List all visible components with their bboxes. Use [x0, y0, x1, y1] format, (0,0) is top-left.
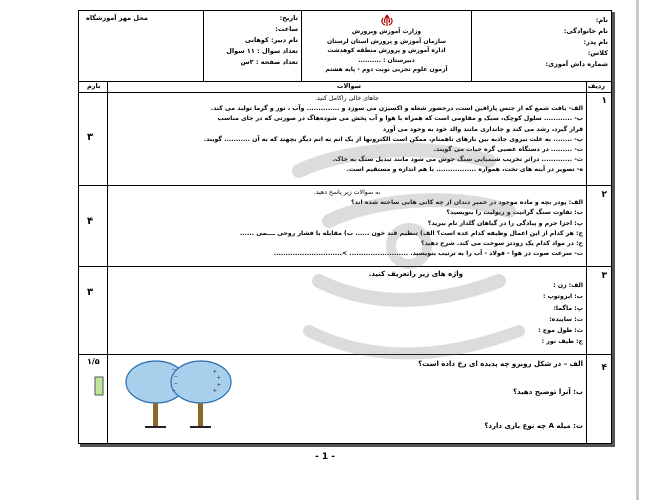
- school-label: دبیرستان : ..........: [358, 56, 415, 64]
- question-row-1: [79, 92, 611, 186]
- district-label: اداره آموزش و پرورش منطقه کوهدشت: [327, 47, 446, 54]
- svg-text:−: −: [173, 381, 178, 387]
- question-line: قرار گیرد، رشد می کند و جانداری مانند والد خود به وجود می آورد: [382, 125, 583, 133]
- rod-a-icon: [95, 377, 103, 395]
- question-line: ت: میله A چه نوع باری دارد؟: [484, 422, 583, 431]
- question-line: ب: تفاوت سنگ گرانیت و ریولیت را بنویسید؟: [446, 209, 583, 217]
- ministry-label: وزارت آموزش وپرورش: [351, 28, 422, 35]
- question-line: ب: آنرا توضیح دهید؟: [512, 388, 583, 397]
- student-info: [471, 11, 611, 81]
- definition-item: ت: ساییده:: [549, 315, 583, 323]
- question-count-label: تعداد سوال : ۱۱ سوال: [226, 47, 298, 55]
- question-line: الف – در شکل روبرو چه پدیده ای رخ داده است؟: [418, 360, 583, 368]
- question-line: ج: هر کدام از این اعمال وظیفه کدام غده است؟ الف) تنظیم قند خون ...... ب) مقابله با فشار روحی ــــمی ......: [239, 229, 583, 237]
- question-content: [111, 188, 583, 259]
- questions-header: سوالات: [336, 82, 361, 90]
- right-ball-icon: [171, 361, 231, 403]
- svg-text:+: +: [212, 388, 217, 394]
- teacher-label: نام دبیر: کوهانی: [244, 36, 298, 44]
- question-title: واژه های زیر راتعریف کنید.: [368, 270, 463, 278]
- question-number: ۲: [601, 190, 607, 200]
- org-info: [301, 11, 471, 81]
- question-content: [339, 359, 583, 432]
- svg-text:+: +: [212, 369, 217, 375]
- question-line: پ- ........ به علت نیروی جاذبه بین بارهای ناهمنام، ممکن است الکترونها از یک اتم به اتم دیگر بچهند که به آن ........... گویند.: [203, 135, 583, 143]
- stamp-label: محل مهر آموزشگاه: [86, 14, 148, 22]
- definition-item: ج: طیف نور :: [541, 338, 583, 346]
- exam-info: [203, 11, 301, 81]
- question-line: پ: اجزا جرم و پیادگی را در گیاهان گلدار نام ببرید؟: [427, 219, 583, 227]
- question-row-4: [79, 355, 611, 445]
- iran-emblem-icon: [380, 14, 394, 27]
- question-line: الف: پودر بچه و ماده موجود در خمیر دندان از چه کانی هایی ساخته شده اند؟: [351, 199, 583, 207]
- barom-header: بارم: [87, 82, 101, 90]
- question-score: ۱/۵: [87, 357, 100, 366]
- exam-sheet: [78, 10, 612, 444]
- question-line: ث- ............. دراثر تخریب شیمیایی سنگ جوش می شود مانند تبدیل سنگ به خاک.: [332, 156, 583, 164]
- svg-text:+: +: [216, 382, 221, 388]
- father-label: نام پدر:: [583, 38, 608, 46]
- school-stamp-area: [77, 11, 203, 81]
- seat-label: شماره داش آموزی:: [545, 60, 608, 68]
- sheet-shadow-right: [612, 12, 615, 446]
- time-label: ساعت:: [275, 25, 298, 33]
- exam-header: [79, 11, 611, 82]
- question-row-3: [79, 267, 611, 355]
- svg-text:−: −: [171, 367, 176, 373]
- definition-item: ث: طول موج :: [538, 327, 583, 335]
- province-org-label: سازمان آموزش و پرورش استان لرستان: [326, 37, 447, 45]
- question-score: ۳: [87, 287, 94, 298]
- name-label: نام:: [595, 16, 608, 24]
- question-instruction: به سوالات زیر پاسخ دهید.: [313, 189, 381, 196]
- date-label: تاریخ:: [279, 14, 298, 22]
- question-line: ب- ............ سلول کوچک، سبک و مقاومی است که همراه با هوا و آب پخش می شوده‌هاگ در صورتی که در جای مناسب: [217, 115, 583, 123]
- page-count-label: تعداد صفحه : ۲س: [240, 58, 298, 66]
- electroscope-figure: [93, 359, 293, 431]
- radif-header: ردیف: [587, 82, 605, 90]
- exam-title: آزمون علوم تجربی نوبت دوم - پایه هشتم: [325, 66, 448, 73]
- svg-text:+: +: [216, 375, 221, 381]
- question-line: الف- یافت شمع که از جنس پارافین است، درحضور شعله و اکسیژن می سوزد و .............. وآب ، نور و گرما تولید می کند.: [210, 105, 583, 113]
- page-number: - 1 -: [315, 452, 335, 462]
- definition-item: الف: زن :: [553, 282, 583, 290]
- question-line: ت- ......... در دستگاه عصبی گره حیات می گویند.: [433, 146, 583, 154]
- question-line: ه- تصویر در آینه های تخت، همواره ................. با هم اندازه و مستقیم است.: [346, 166, 583, 174]
- family-label: نام خانوادگی:: [563, 27, 608, 35]
- question-row-2: [79, 186, 611, 267]
- left-stand-icon: [153, 403, 158, 427]
- right-stand-icon: [198, 403, 203, 427]
- definition-item: پ: ماگما:: [553, 304, 583, 312]
- question-score: ۴: [87, 216, 94, 227]
- question-number: ۴: [601, 363, 607, 373]
- question-number: ۳: [601, 271, 607, 281]
- question-line: ح: در مواد کدام یک زودتر سوخت می کند. شرح دهید؟: [420, 240, 583, 248]
- class-label: کلاس:: [587, 49, 608, 57]
- question-content: [111, 269, 583, 347]
- page-edge: [636, 0, 639, 500]
- question-instruction: جاهای خالی راکامل کنید.: [315, 95, 379, 102]
- definition-item: ب: ایزوتوپ :: [542, 293, 583, 301]
- question-score: ۳: [87, 132, 94, 143]
- svg-text:−: −: [173, 374, 178, 380]
- question-number: ۱: [601, 96, 607, 106]
- question-line: ت- سرعت صوت در هوا - فولاد - آب را به ترتیب بنویسید. ......................... >.............................: [273, 250, 583, 258]
- question-content: [111, 94, 583, 176]
- svg-text:−: −: [171, 388, 176, 394]
